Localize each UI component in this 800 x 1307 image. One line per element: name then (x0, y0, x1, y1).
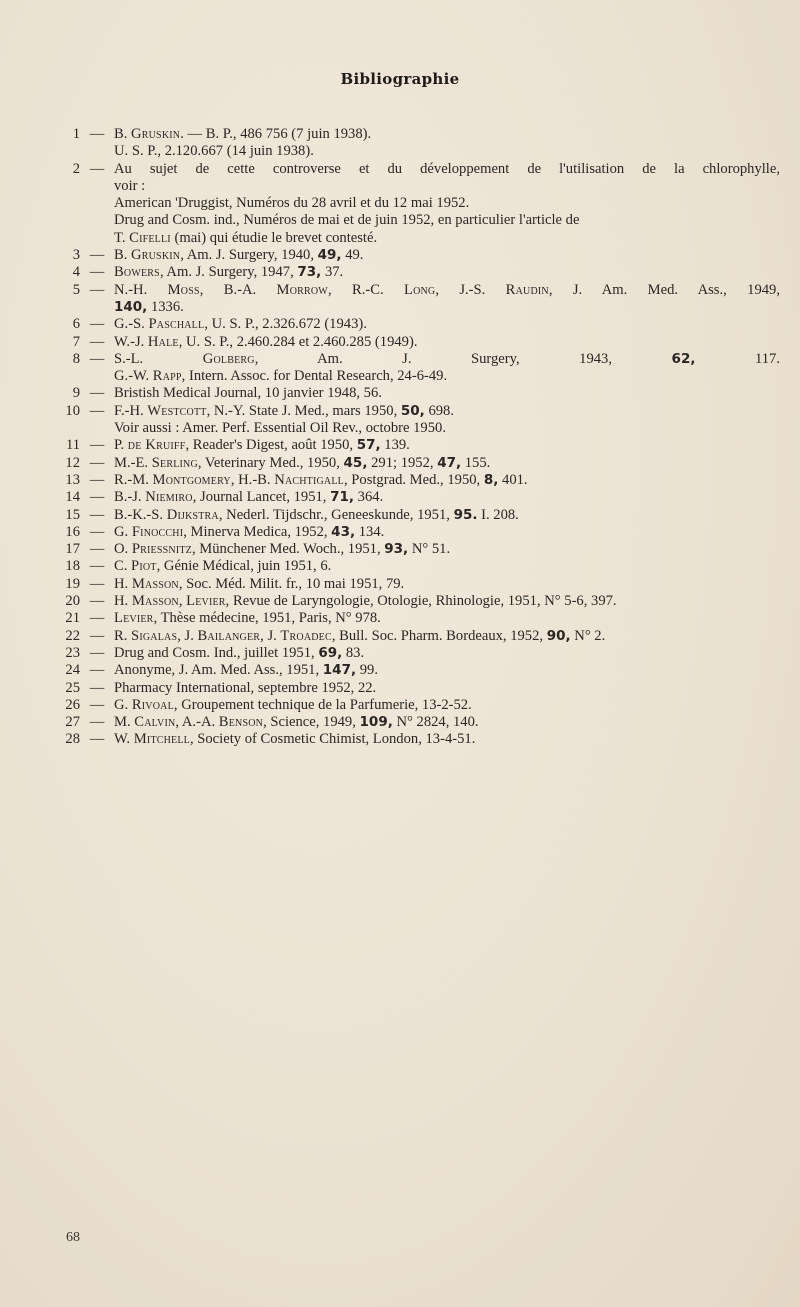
author-name: Bowers (114, 264, 160, 281)
bibliography-entry (58, 455, 780, 472)
entry-segment: 1336. (147, 298, 184, 315)
bibliography-entry (58, 126, 780, 161)
entry-segment: P. (114, 437, 128, 454)
entry-dash: — (89, 662, 105, 679)
volume-number: 8, (483, 471, 499, 488)
entry-segment: G. (114, 523, 132, 540)
entry-segment: , Am. J. Surgery, 1947, (159, 264, 298, 281)
entry-number: 6 (72, 316, 80, 333)
entry-number: 10 (65, 402, 80, 419)
entry-line (114, 489, 780, 506)
entry-dash: — (89, 731, 105, 748)
entry-number: 5 (72, 281, 80, 298)
entry-segment: W. (114, 731, 134, 748)
entry-segment: , B.-A. (199, 281, 277, 298)
entry-segment: G.-S. (114, 316, 149, 333)
bibliography-entry (58, 731, 780, 748)
entry-number: 18 (65, 558, 80, 575)
entry-segment: 155. (461, 454, 491, 471)
entry-text (114, 126, 780, 161)
entry-segment: H. (114, 575, 132, 592)
bibliography-entry (58, 385, 780, 402)
entry-dash: — (89, 644, 105, 661)
entry-dash: — (89, 593, 105, 610)
author-name: Masson (131, 575, 179, 592)
entry-number: 11 (65, 437, 80, 454)
entry-number: 9 (72, 385, 80, 402)
entry-number: 24 (65, 662, 80, 679)
entry-number: 17 (65, 541, 80, 558)
entry-segment: , U. S. P., 2.326.672 (1943). (204, 316, 367, 333)
entry-segment: R.-M. (114, 471, 153, 488)
entry-segment: 49. (341, 247, 364, 264)
entry-text (114, 697, 780, 714)
entry-dash: — (89, 679, 105, 696)
entry-dash: — (89, 402, 105, 419)
entry-segment: , N.-Y. State J. Med., mars 1950, (206, 402, 401, 419)
author-name: Piot (131, 558, 157, 575)
entry-number: 22 (65, 627, 80, 644)
entry-segment: N.-H. (114, 281, 168, 298)
author-name: Rivoal (131, 696, 174, 713)
volume-number: 95. (453, 506, 478, 523)
entry-text (114, 489, 780, 506)
entry-text (114, 731, 780, 748)
entry-line (114, 731, 780, 748)
entry-line (114, 420, 780, 437)
volume-number: 50, (400, 402, 425, 419)
entry-segment: 291; 1952, (367, 454, 438, 471)
entry-dash: — (89, 350, 105, 367)
volume-number: 90, (546, 627, 571, 644)
author-name: de Kruiff (127, 437, 186, 454)
entry-line (114, 645, 780, 662)
volume-number: 45, (343, 454, 368, 471)
entry-segment: B. (114, 126, 132, 142)
entry-segment: , Münchener Med. Woch., 1951, (191, 541, 385, 558)
entry-text (114, 472, 780, 489)
entry-segment: 134. (355, 523, 385, 540)
bibliography-list (58, 126, 780, 749)
volume-number: 49, (317, 247, 342, 264)
bibliography-entry (58, 524, 780, 541)
entry-line (114, 680, 780, 697)
entry-dash: — (89, 610, 105, 627)
entry-segment: 99. (356, 662, 378, 679)
volume-number: 93, (384, 541, 409, 558)
author-name: Troadec (280, 627, 332, 644)
entry-segment: , J. Am. Med. Ass., 1949, (548, 281, 780, 298)
entry-line (114, 351, 780, 368)
bibliography-entry (58, 351, 780, 386)
bibliography-entry (58, 316, 780, 333)
author-name: Levier (186, 593, 226, 610)
bibliography-entry (58, 593, 780, 610)
entry-text (114, 593, 780, 610)
bibliography-entry (58, 161, 780, 247)
bibliography-entry (58, 489, 780, 506)
entry-segment: , H.-B. (230, 471, 275, 488)
entry-segment: 139. (380, 437, 410, 454)
entry-line (114, 628, 780, 645)
entry-dash: — (89, 506, 105, 523)
volume-number: 47, (437, 454, 462, 471)
entry-line (114, 195, 780, 212)
entry-number: 7 (72, 333, 80, 350)
entry-dash: — (89, 575, 105, 592)
page-title: Bibliographie (340, 70, 460, 88)
entry-segment: T. (114, 229, 130, 246)
entry-segment: , J.-S. (435, 281, 506, 298)
entry-text (114, 385, 780, 402)
entry-segment: , Journal Lancet, 1951, (192, 489, 331, 506)
entry-line (114, 126, 780, 143)
entry-text (114, 714, 780, 731)
entry-segment: F.-H. (114, 402, 148, 419)
entry-segment: , Revue de Laryngologie, Otologie, Rhinologie, 1951, N° 5-6, 397. (225, 593, 617, 610)
entry-line (114, 368, 780, 385)
entry-segment: B.-K.-S. (114, 506, 167, 523)
author-name: Golberg (202, 350, 255, 367)
author-name: Mitchell (133, 731, 190, 748)
entry-segment: . — B. P., 486 756 (7 juin 1938). (180, 126, 372, 142)
entry-segment: Bristish Medical Journal, 10 janvier 1948, 56. (114, 385, 382, 402)
bibliography-entry (58, 576, 780, 593)
author-name: Gruskin (131, 247, 181, 264)
entry-number: 27 (65, 714, 80, 731)
entry-segment: N° 2. (570, 627, 606, 644)
entry-segment: 698. (424, 402, 454, 419)
author-name: Montgomery (152, 471, 231, 488)
entry-segment: , J. (177, 627, 198, 644)
entry-line (114, 507, 780, 524)
entry-segment: , Science, 1949, (263, 714, 360, 731)
bibliography-entry (58, 662, 780, 679)
entry-text (114, 645, 780, 662)
entry-segment: , Am. J. Surgery, 1943, (254, 350, 672, 367)
author-name: Nachtigall (274, 471, 344, 488)
entry-number: 12 (65, 454, 80, 471)
entry-number: 13 (65, 471, 80, 488)
entry-segment: , Intern. Assoc. for Dental Research, 24-6-49. (181, 368, 448, 385)
entry-segment: 117. (695, 350, 780, 367)
entry-segment: 364. (354, 489, 384, 506)
author-name: Sigalas (131, 627, 178, 644)
entry-segment: , (178, 593, 187, 610)
entry-line (114, 282, 780, 299)
entry-text (114, 610, 780, 627)
entry-line (114, 403, 780, 420)
volume-number: 140, (114, 298, 148, 315)
entry-segment: , A.-A. (175, 714, 219, 731)
entry-number: 16 (65, 523, 80, 540)
bibliography-entry (58, 437, 780, 454)
entry-number: 1 (72, 126, 80, 142)
entry-segment: , Groupement technique de la Parfumerie, 13-2-52. (173, 696, 472, 713)
bibliography-entry (58, 507, 780, 524)
author-name: Dijkstra (166, 506, 219, 523)
entry-segment: 37. (321, 264, 344, 281)
entry-text (114, 524, 780, 541)
entry-text (114, 628, 780, 645)
bibliography-entry (58, 610, 780, 627)
entry-line (114, 178, 780, 195)
entry-line (114, 455, 780, 472)
entry-segment: C. (114, 558, 132, 575)
entry-segment: Drug and Cosm. Ind., juillet 1951, (114, 644, 319, 661)
entry-dash: — (89, 316, 105, 333)
entry-text (114, 403, 780, 438)
author-name: Westcott (147, 402, 207, 419)
entry-line (114, 161, 780, 178)
entry-segment: (mai) qui étudie le brevet contesté. (170, 229, 378, 246)
author-name: Paschall (148, 316, 205, 333)
entry-segment: , Génie Médical, juin 1951, 6. (156, 558, 332, 575)
entry-segment: 401. (498, 471, 528, 488)
bibliography-entry (58, 541, 780, 558)
entry-line (114, 247, 780, 264)
entry-text (114, 316, 780, 333)
entry-segment: 83. (342, 644, 365, 661)
entry-text (114, 334, 780, 351)
bibliography-entry (58, 472, 780, 489)
bibliography-entry (58, 680, 780, 697)
author-name: Morrow (276, 281, 328, 298)
entry-segment: N° 2824, 140. (392, 714, 479, 731)
volume-number: 73, (297, 264, 322, 281)
entry-segment: , Reader's Digest, août 1950, (185, 437, 357, 454)
entry-segment: , Minerva Medica, 1952, (183, 523, 332, 540)
entry-segment: Voir aussi : Amer. Perf. Essential Oil Rev., octobre 1950. (114, 420, 446, 437)
entry-number: 8 (72, 350, 80, 367)
author-name: Serling (151, 454, 198, 471)
author-name: Masson (131, 593, 179, 610)
entry-segment: , Society of Cosmetic Chimist, London, 13-4-51. (189, 731, 476, 748)
entry-segment: , Soc. Méd. Milit. fr., 10 mai 1951, 79. (178, 575, 405, 592)
author-name: Gruskin (131, 126, 181, 142)
bibliography-entry (58, 628, 780, 645)
entry-number: 25 (65, 679, 80, 696)
entry-line (114, 593, 780, 610)
volume-number: 62, (671, 350, 696, 367)
entry-segment: O. (114, 541, 132, 558)
bibliography-entry (58, 334, 780, 351)
author-name: Moss (167, 281, 200, 298)
entry-dash: — (89, 454, 105, 471)
entry-segment: S.-L. (114, 350, 203, 367)
entry-dash: — (89, 126, 105, 142)
entry-segment: M. (114, 714, 135, 731)
author-name: Benson (218, 714, 264, 731)
author-name: Finocchi (131, 523, 184, 540)
bibliography-entry (58, 558, 780, 575)
entry-segment: G.-W. (114, 368, 153, 385)
entry-dash: — (89, 541, 105, 558)
entry-segment: , Postgrad. Med., 1950, (343, 471, 484, 488)
entry-dash: — (89, 385, 105, 402)
entry-line (114, 230, 780, 247)
entry-line (114, 264, 780, 281)
entry-segment: , Bull. Soc. Pharm. Bordeaux, 1952, (331, 627, 547, 644)
entry-text (114, 264, 780, 281)
entry-line (114, 143, 780, 160)
entry-segment: , Veterinary Med., 1950, (197, 454, 344, 471)
entry-dash: — (89, 558, 105, 575)
entry-line (114, 299, 780, 316)
entry-segment: B. (114, 247, 132, 264)
entry-dash: — (89, 696, 105, 713)
entry-number: 20 (65, 593, 80, 610)
bibliography-entry (58, 247, 780, 264)
entry-segment: , Thèse médecine, 1951, Paris, N° 978. (153, 610, 381, 627)
author-name: Hale (147, 333, 179, 350)
entry-segment: Au sujet de cette controverse et du développement de l'utilisation de la chlorophylle, (114, 160, 780, 177)
entry-text (114, 576, 780, 593)
entry-segment: B.-J. (114, 489, 146, 506)
entry-dash: — (89, 247, 105, 264)
entry-segment: American 'Druggist, Numéros du 28 avril et du 12 mai 1952. (114, 195, 470, 212)
author-name: Niemiro (145, 489, 193, 506)
entry-number: 3 (72, 247, 80, 264)
entry-number: 23 (65, 644, 80, 661)
entry-dash: — (89, 281, 105, 298)
author-name: Bailanger (197, 627, 261, 644)
entry-line (114, 714, 780, 731)
entry-line (114, 385, 780, 402)
entry-text (114, 558, 780, 575)
entry-text (114, 455, 780, 472)
entry-number: 19 (65, 575, 80, 592)
entry-text (114, 247, 780, 264)
entry-number: 14 (65, 489, 80, 506)
entry-line (114, 437, 780, 454)
bibliography-entry (58, 714, 780, 731)
entry-number: 28 (65, 731, 80, 748)
entry-segment: H. (114, 593, 132, 610)
volume-number: 43, (331, 523, 356, 540)
entry-segment: , J. (260, 627, 281, 644)
entry-number: 15 (65, 506, 80, 523)
entry-dash: — (89, 264, 105, 281)
volume-number: 71, (330, 489, 355, 506)
bibliography-entry (58, 645, 780, 662)
entry-line (114, 316, 780, 333)
author-name: Rapp (152, 368, 182, 385)
entry-line (114, 697, 780, 714)
bibliography-entry (58, 282, 780, 317)
entry-dash: — (89, 523, 105, 540)
entry-segment: , Nederl. Tijdschr., Geneeskunde, 1951, (218, 506, 454, 523)
entry-segment: N° 51. (408, 541, 451, 558)
entry-segment: G. (114, 696, 132, 713)
volume-number: 69, (318, 644, 343, 661)
entry-line (114, 558, 780, 575)
entry-dash: — (89, 160, 105, 177)
entry-line (114, 610, 780, 627)
entry-dash: — (89, 333, 105, 350)
entry-segment: W.-J. (114, 333, 148, 350)
volume-number: 57, (356, 437, 381, 454)
entry-dash: — (89, 489, 105, 506)
entry-line (114, 472, 780, 489)
entry-line (114, 576, 780, 593)
entry-number: 4 (72, 264, 80, 281)
entry-segment: Pharmacy International, septembre 1952, 22. (114, 679, 377, 696)
entry-line (114, 524, 780, 541)
entry-line (114, 541, 780, 558)
author-name: Raudin (505, 281, 549, 298)
entry-segment: U. S. P., 2.120.667 (14 juin 1938). (114, 143, 314, 160)
entry-text (114, 662, 780, 679)
author-name: Calvin (134, 714, 176, 731)
entry-segment: M.-E. (114, 454, 152, 471)
author-name: Levier (114, 610, 154, 627)
author-name: Cifelli (129, 229, 171, 246)
author-name: Long (403, 281, 436, 298)
bibliography-entry (58, 264, 780, 281)
entry-number: 2 (72, 160, 80, 177)
entry-text (114, 680, 780, 697)
volume-number: 109, (359, 714, 393, 731)
entry-dash: — (89, 437, 105, 454)
entry-segment: Drug and Cosm. ind., Numéros de mai et de juin 1952, en particulier l'article de (114, 212, 580, 229)
volume-number: 147, (322, 662, 357, 679)
entry-segment: I. 208. (477, 506, 519, 523)
entry-text (114, 507, 780, 524)
entry-text (114, 282, 780, 317)
entry-line (114, 662, 780, 679)
entry-dash: — (89, 627, 105, 644)
entry-line (114, 334, 780, 351)
entry-segment: , R.-C. (327, 281, 404, 298)
entry-dash: — (89, 471, 105, 488)
entry-text (114, 437, 780, 454)
entry-segment: Anonyme, J. Am. Med. Ass., 1951, (114, 662, 323, 679)
entry-segment: , Am. J. Surgery, 1940, (180, 247, 318, 264)
bibliography-entry (58, 697, 780, 714)
author-name: Priessnitz (131, 541, 192, 558)
entry-segment: , U. S. P., 2.460.284 et 2.460.285 (1949). (178, 333, 418, 350)
entry-number: 26 (65, 696, 80, 713)
entry-text (114, 161, 780, 247)
entry-text (114, 541, 780, 558)
entry-segment: voir : (114, 177, 146, 194)
entry-dash: — (89, 714, 105, 731)
entry-segment: R. (114, 627, 132, 644)
entry-number: 21 (65, 610, 80, 627)
bibliography-entry (58, 403, 780, 438)
entry-line (114, 212, 780, 229)
page-number: 68 (66, 1230, 80, 1245)
entry-text (114, 351, 780, 386)
